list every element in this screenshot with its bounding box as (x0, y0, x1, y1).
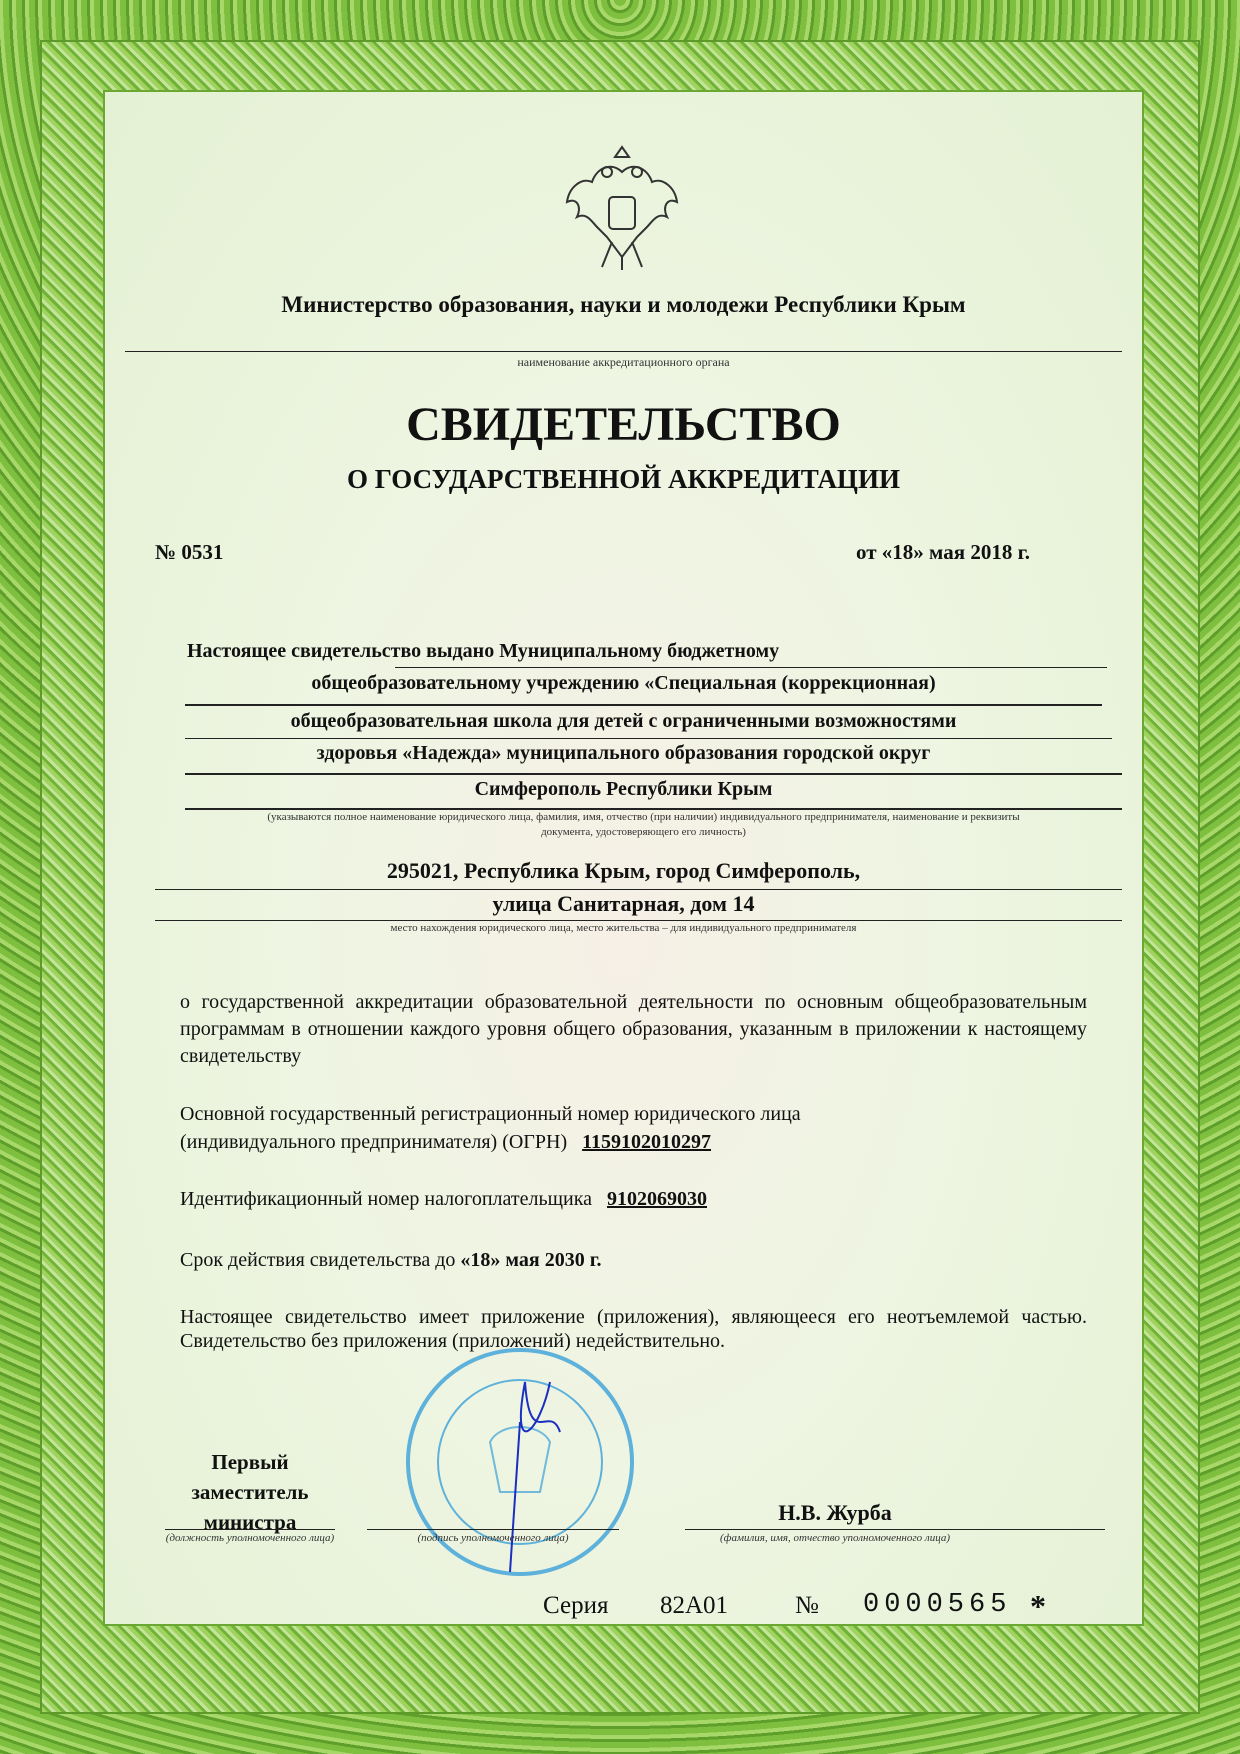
issued-caption-1: (указываются полное наименование юридического лица, фамилия, имя, отчество (при наличии) индивидуального предпринимателя, наименование и реквизиты (267, 811, 1020, 823)
star-mark-icon: * (1030, 1588, 1046, 1624)
validity-label: Срок действия свидетельства до (180, 1249, 456, 1271)
form-number: 0000565 (863, 1590, 1012, 1620)
series-label: Серия (543, 1592, 609, 1619)
signer-name: Н.В. Журба (778, 1500, 892, 1525)
certificate-title: СВИДЕТЕЛЬСТВО (406, 398, 841, 451)
ogrn-label-1: Основной государственный регистрационный номер юридического лица (180, 1103, 801, 1125)
authority-caption: наименование аккредитационного органа (517, 355, 730, 369)
inn-label: Идентификационный номер налогоплательщика (180, 1188, 593, 1210)
address-line-2: улица Санитарная, дом 14 (492, 891, 755, 916)
appendix-paragraph: Настоящее свидетельство имеет приложение (приложения), являющееся его неотъемлемой частью. Свидетельство без приложения (приложений) недействительно. (180, 1306, 1087, 1352)
address-caption: место нахождения юридического лица, место жительства – для индивидуального предпринимателя (390, 922, 857, 934)
accreditation-paragraph: о государственной аккредитации образовательной деятельности по основным общеобразовательным программам в отношении каждого уровня общего образования, указанным в приложении к настоящему свидетельству (180, 991, 1087, 1067)
signer-position: Первый заместитель министра (191, 1450, 309, 1534)
validity-date: «18» мая 2030 г. (460, 1249, 602, 1271)
coat-of-arms-emblem (557, 142, 687, 272)
issued-line-5: Симферополь Республики Крым (474, 778, 773, 800)
official-stamp (400, 1342, 640, 1582)
name-caption: (фамилия, имя, отчество уполномоченного лица) (719, 1532, 951, 1544)
ogrn-label-2: (индивидуального предпринимателя) (ОГРН) (180, 1131, 568, 1153)
certificate-number: № 0531 (155, 540, 224, 564)
ogrn-value: 1159102010297 (582, 1131, 712, 1153)
inn-value: 9102069030 (607, 1188, 708, 1210)
address-line-1: 295021, Республика Крым, город Симферополь, (386, 858, 861, 883)
certificate-subtitle: О ГОСУДАРСТВЕННОЙ АККРЕДИТАЦИИ (347, 464, 900, 494)
series-value: 82А01 (660, 1592, 729, 1619)
ogrn-row (180, 1131, 711, 1154)
validity-row (180, 1249, 602, 1272)
form-number-label: № (795, 1592, 819, 1619)
certificate-date: от «18» мая 2018 г. (856, 540, 1030, 564)
issued-line-4: здоровья «Надежда» муниципального образования городской округ (316, 742, 931, 764)
issued-line-1: Настоящее свидетельство выдано Муниципальному бюджетному (187, 640, 780, 662)
signature-caption: (подпись уполномоченного лица) (417, 1532, 569, 1544)
position-caption: (должность уполномоченного лица) (165, 1532, 335, 1544)
authority-name: Министерство образования, науки и молодежи Республики Крым (281, 292, 966, 317)
issued-line-3: общеобразовательная школа для детей с ограниченными возможностями (290, 710, 957, 732)
inn-row (180, 1188, 707, 1211)
issued-line-2: общеобразовательному учреждению «Специальная (коррекционная) (311, 672, 936, 694)
certificate-panel (103, 90, 1144, 1626)
issued-caption-2: документа, удостоверяющего его личность) (541, 826, 746, 838)
